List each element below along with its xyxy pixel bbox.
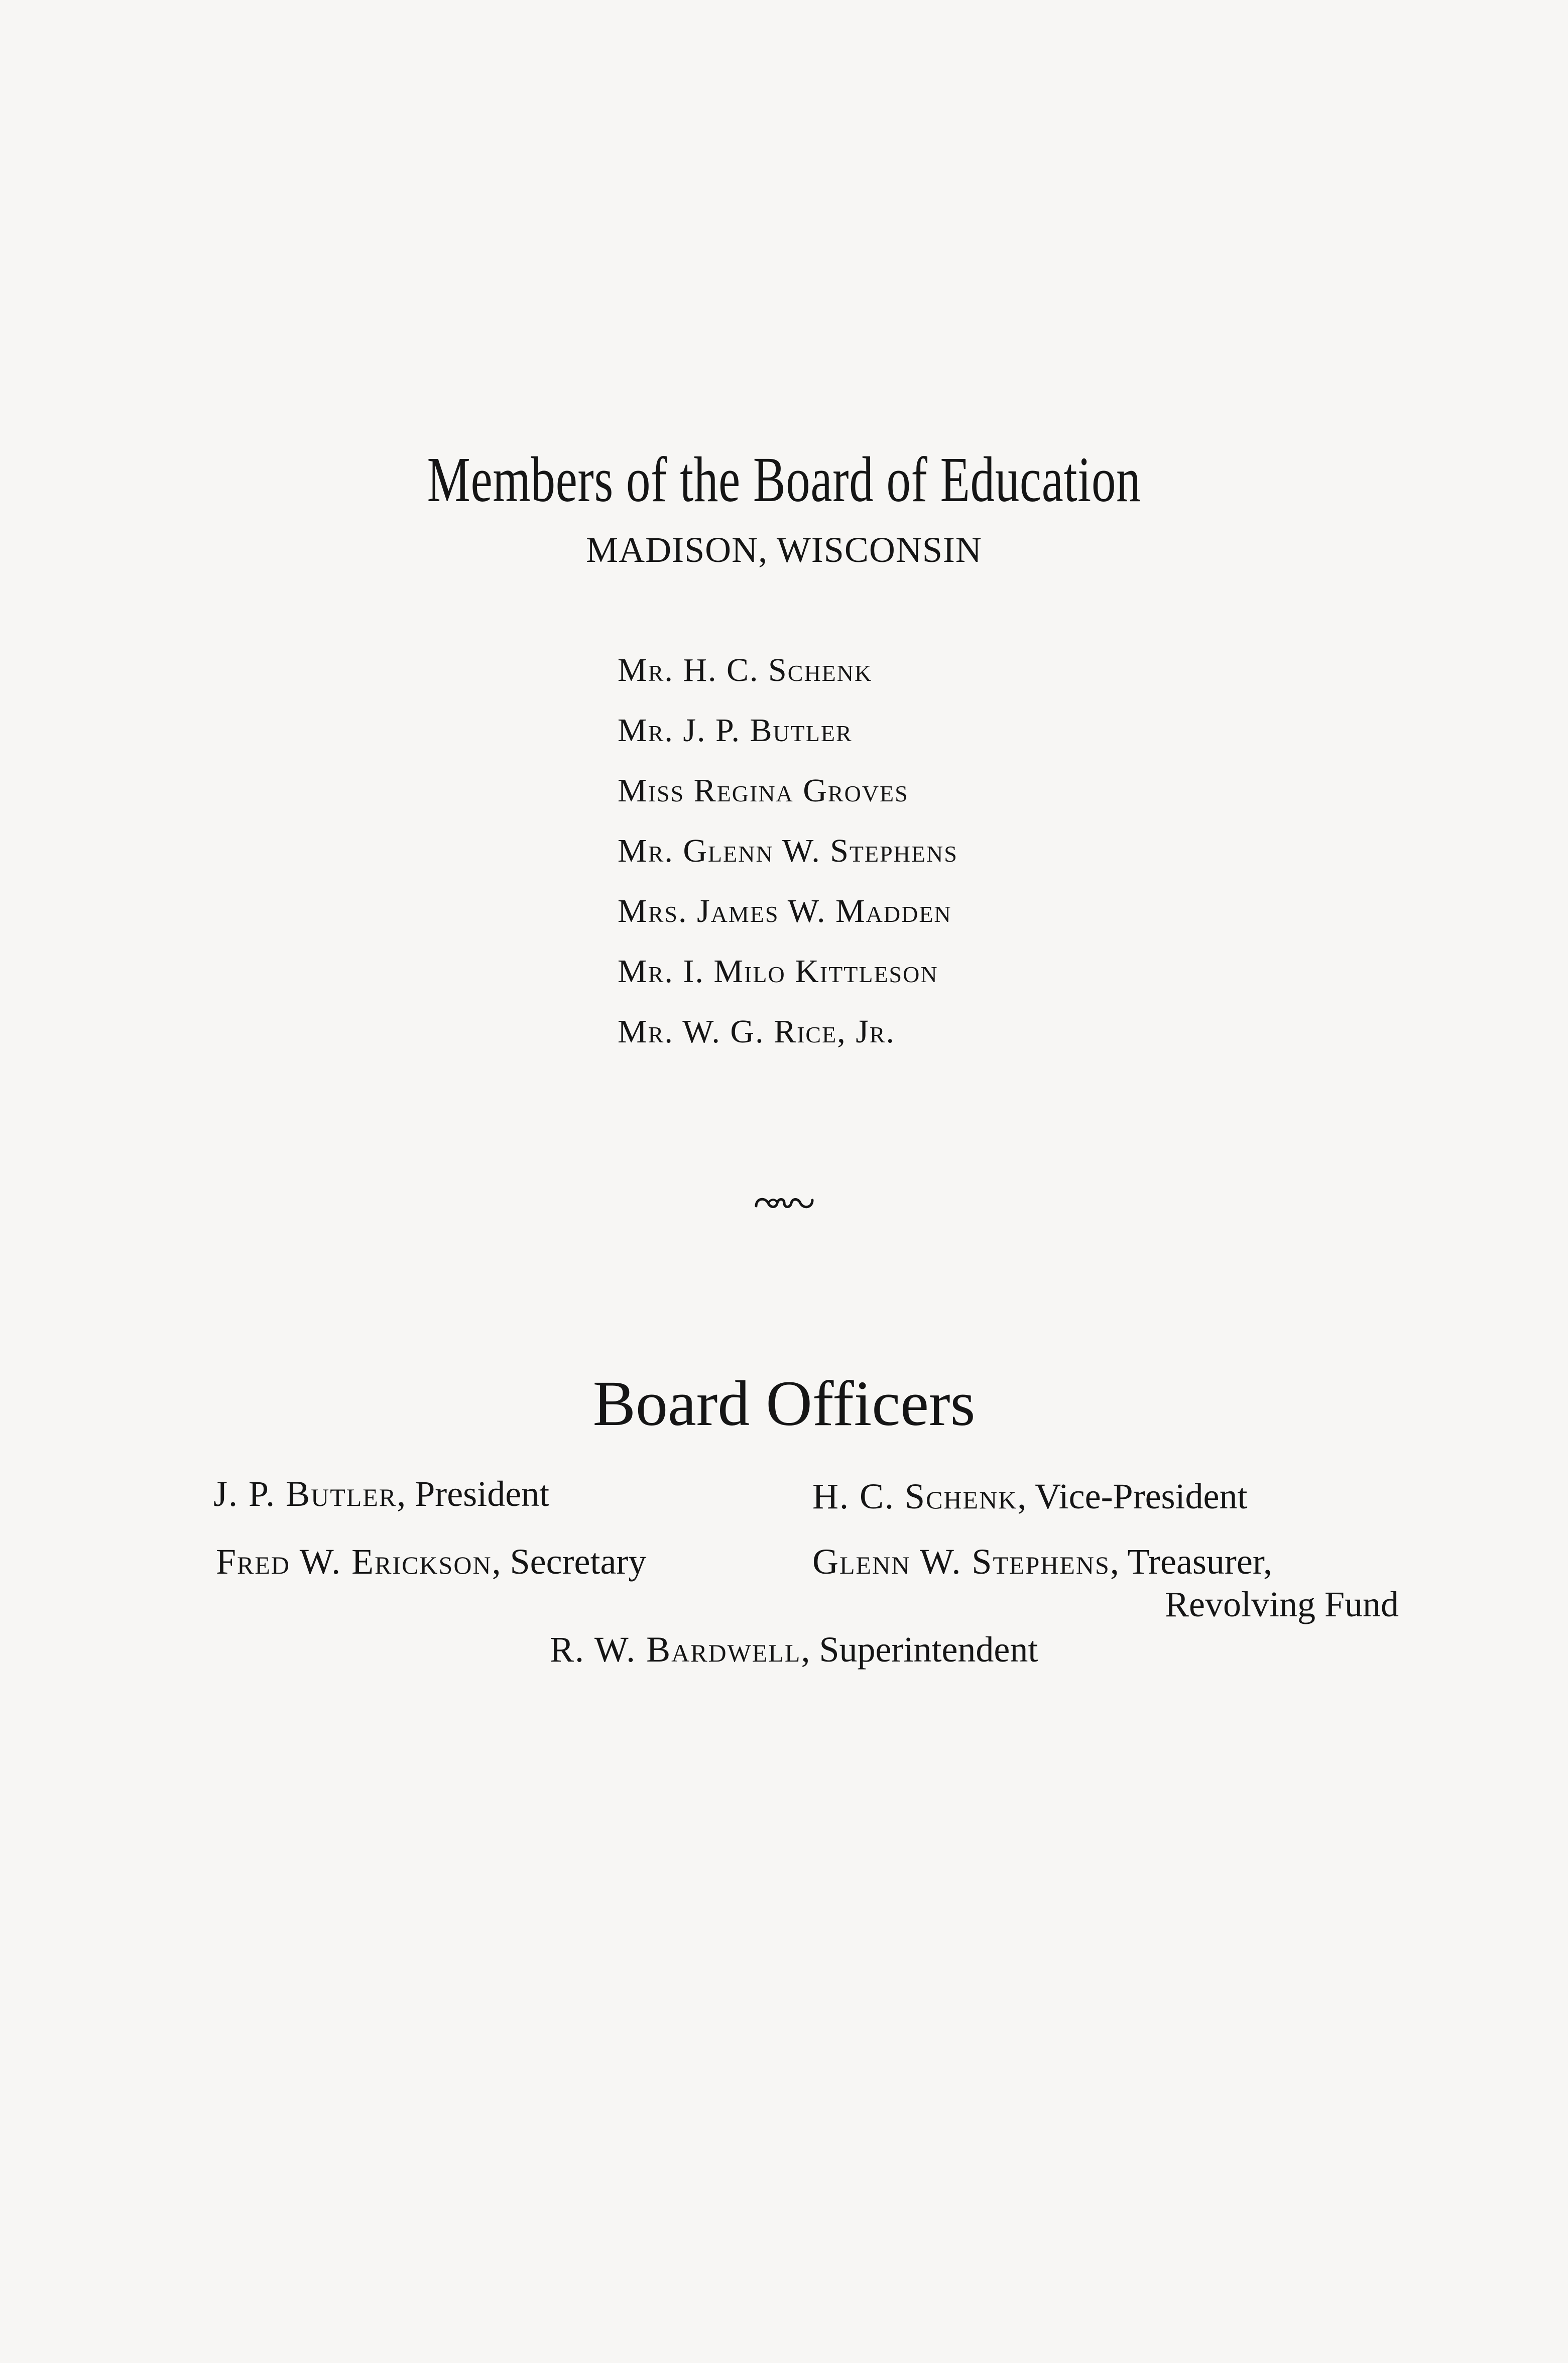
officer-vice-president <box>812 1474 1248 1519</box>
list-item: Mr. I. Milo Kittleson <box>618 953 938 990</box>
page-subtitle: MADISON, WISCONSIN <box>586 530 982 570</box>
officer-treasurer-role-continued: Revolving Fund <box>1165 1584 1399 1624</box>
officer-president <box>213 1471 549 1516</box>
officer-role: , Superintendent <box>801 1629 1038 1670</box>
flourish-icon <box>0 1180 1568 1220</box>
list-item: Mr. Glenn W. Stephens <box>618 833 958 869</box>
officer-name: J. P. Butler <box>213 1474 397 1514</box>
officer-role: , President <box>397 1474 550 1514</box>
officer-role: , Vice-President <box>1017 1476 1248 1516</box>
members-list <box>618 640 958 1062</box>
officer-role: , Secretary <box>492 1542 647 1582</box>
list-item: Mr. J. P. Butler <box>618 712 853 749</box>
page-title: Members of the Board of Education <box>427 444 1141 515</box>
officer-superintendent <box>550 1627 1038 1672</box>
officer-name: Glenn W. Stephens <box>812 1542 1110 1582</box>
section-title: Board Officers <box>592 1368 976 1439</box>
list-item: Mr. W. G. Rice, Jr. <box>618 1013 896 1050</box>
officer-role: , Treasurer, <box>1110 1542 1272 1582</box>
officer-name: R. W. Bardwell <box>550 1629 801 1670</box>
officer-name: H. C. Schenk <box>812 1476 1018 1516</box>
officer-secretary <box>216 1539 646 1584</box>
list-item: Mr. H. C. Schenk <box>618 652 873 688</box>
officer-name: Fred W. Erickson <box>216 1542 492 1582</box>
list-item: Mrs. James W. Madden <box>618 893 952 929</box>
list-item: Miss Regina Groves <box>618 772 909 809</box>
officer-treasurer <box>812 1539 1272 1584</box>
